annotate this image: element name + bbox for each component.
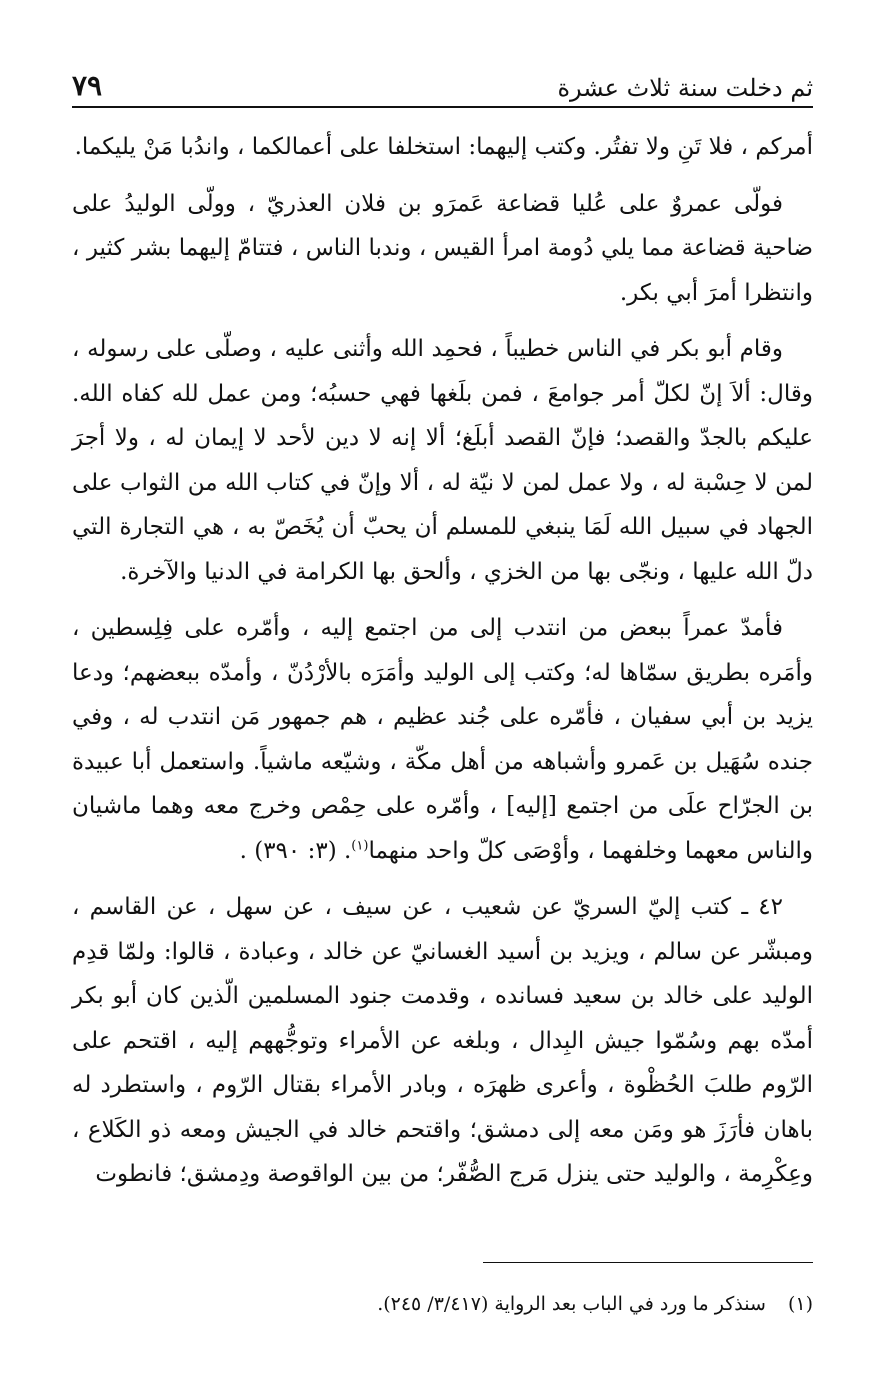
footnote-text: سنذكر ما ورد في الباب بعد الرواية (٣/٤١٧/ ٢٤٥). [377,1293,766,1315]
paragraph-2: فولّى عمروٌ على عُليا قضاعة عَمرَو بن فلان العذريّ ، وولّى الوليدُ على ضاحية قضاعة مما يلي دُومة امرأ القيس ، وندبا الناس ، فتتامّ إليهما بشر كثير ، وانتظرا أمرَ أبي بكر. [72,190,813,306]
footnote-number: (١) [787,1293,813,1315]
main-text [72,125,813,1209]
paragraph-1: أمركم ، فلا تَنِ ولا تفتُر. وكتب إليهما: استخلفا على أعمالكما ، واندُبا مَنْ يليكما. [74,134,813,160]
paragraph-4-citation: . (٣: ٣٩٠) . [239,837,352,864]
footnote-divider [483,1262,813,1263]
paragraph-4-text: فأمدّ عمراً ببعض من انتدب إلى من اجتمع إليه ، وأمّره على فِلِسطين ، وأمَره بطريق سمّاها له؛ وكتب إلى الوليد وأمَرَه بالأرْدُنّ ، وأمدّه ببعضهم؛ ودعا يزيد بن أبي سفيان ، فأمّره على جُند عظيم ، هم جمهور مَن انتدب له ، وفي جنده سُهَيل بن عَمرو وأشباهه من أهل مكّة ، وشيّعه ماشياً. واستعمل أبا عبيدة بن الجرّاح علَى من اجتمع [إليه] ، وأمّره على حِمْص وخرج معه وهما ماشيان والناس معهما وخلفهما ، وأوْصَى كلّ واحد منهما [72,615,813,864]
paragraph-5: ٤٢ ـ كتب إليّ السريّ عن شعيب ، عن سيف ، عن سهل ، عن القاسم ، ومبشّر عن سالم ، ويزيد بن أسيد الغسانيّ عن خالد ، وعبادة ، قالوا: ولمّا قدِم الوليد على خالد بن سعيد فسانده ، وقدمت جنود المسلمين الّذين كان أبو بكر أمدّه بهم وسُمّوا جيش البِدال ، وبلغه عن الأمراء وتوجُّههم إليه ، اقتحم على الرّوم طلبَ الحُظْوة ، وأعرى ظهرَه ، وبادر الأمراء بقتال الرّوم ، واستطرد له باهان فأرَزَ هو ومَن معه إلى دمشق؛ واقتحم خالد في الجيش ومعه ذو الكَلاع ، وعِكْرِمة ، والوليد حتى ينزل مَرج الصُّفّر؛ من بين الواقوصة ودِمشق؛ فانطوت [72,894,813,1187]
footnote-reference: (١) [351,837,369,853]
running-header [72,62,813,108]
running-title: ثم دخلت سنة ثلاث عشرة [557,74,813,102]
paragraph-4 [72,606,813,873]
footnote [72,1290,813,1318]
page-number: ٧٩ [72,69,103,102]
paragraph-3: وقام أبو بكر في الناس خطيباً ، فحمِد الله وأثنى عليه ، وصلّى على رسوله ، وقال: ألاَ إنّ لكلّ أمر جوامعَ ، فمن بلَغها فهي حسبُه؛ ومن عمل لله كفاه الله. عليكم بالجدّ والقصد؛ فإنّ القصد أبلَغ؛ ألا إنه لا دين لأحد لا إيمان له ، ولا أجرَ لمن لا حِسْبة له ، ولا عمل لمن لا نيّة له ، ألا وإنّ في كتاب الله من الثواب على الجهاد في سبيل الله لَمَا ينبغي للمسلم أن يحبّ أن يُخَصّ به ، هي التجارة التي دلّ الله عليها ، ونجّى بها من الخزي ، وألحق بها الكرامة في الدنيا والآخرة. [72,336,813,585]
